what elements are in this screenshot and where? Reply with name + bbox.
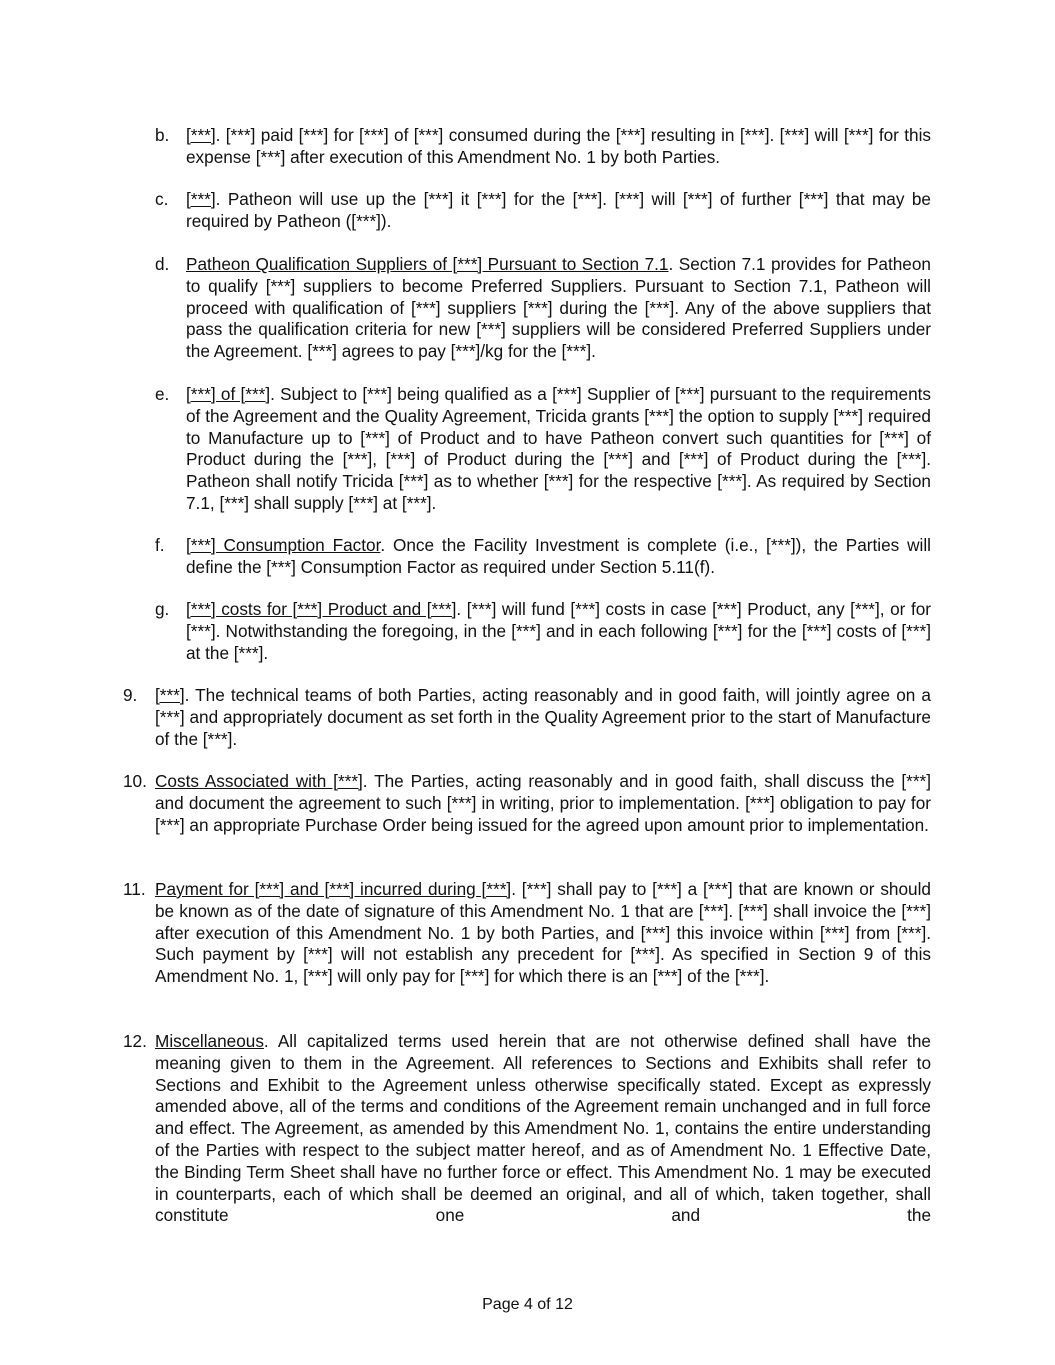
item-marker: 10. [123, 771, 147, 791]
item-marker: c. [155, 189, 169, 209]
item-heading: [***] of [***] [186, 384, 271, 404]
item-heading: [***] Consumption Factor [186, 535, 381, 555]
list-item [186, 254, 931, 363]
item-body: . The technical teams of both Parties, acting reasonably and in good faith, will jointly agree on a [***] and appropriately document as set forth in the Quality Agreement prior to the start of Manufacture of the [***]. [155, 685, 931, 749]
item-marker: 12. [123, 1031, 147, 1051]
list-item [155, 879, 931, 988]
item-heading: [***] [186, 125, 216, 145]
item-body: . [***] paid [***] for [***] of [***] consumed during the [***] resulting in [***]. [***] will [***] for this expense [***] after execution of this Amendment No. 1 by both Parties. [186, 125, 931, 167]
item-body: . Once the Facility Investment is complete (i.e., [***]), the Parties will define the [***] Consumption Factor as required under Section 5.11(f). [186, 535, 931, 577]
item-heading: Payment for [***] and [***] incurred during [***] [155, 879, 512, 899]
item-heading: [***] [186, 189, 216, 209]
item-body: . All capitalized terms used herein that are not otherwise defined shall have the meaning given to them in the Agreement. All references to Sections and Exhibits shall refer to Sections and Exhibit to the Agreement unless otherwise specifically stated. Except as expressly amended above, all of the terms and conditions of the Agreement remain unchanged and in full force and effect. The Agreement, as amended by this Amendment No. 1, contains the entire understanding of the Parties with respect to the subject matter hereof, and as of Amendment No. 1 Effective Date, the Binding Term Sheet shall have no further force or effect. This Amendment No. 1 may be executed in counterparts, each of which shall be deemed an original, and all of which, taken together, shall constitute one and the [155, 1031, 931, 1226]
list-item [186, 599, 931, 664]
list-item [186, 535, 931, 579]
item-marker: e. [155, 384, 170, 404]
item-marker: 11. [123, 879, 146, 899]
item-body: . Patheon will use up the [***] it [***] for the [***]. [***] will [***] of further [***] that may be required by Patheon ([***]). [186, 189, 931, 231]
list-item [155, 685, 931, 750]
list-item [155, 1031, 931, 1227]
item-body: . The Parties, acting reasonably and in good faith, shall discuss the [***] and document the agreement to such [***] in writing, prior to implementation. [***] obligation to pay for [***] an appropriate Purchase Order being issued for the agreed upon amount prior to implementation. [155, 771, 931, 835]
item-body: . [***] will fund [***] costs in case [***] Product, any [***], or for [***]. Notwithstanding the foregoing, in the [***] and in each following [***] for the [***] costs of [***] at the [***]. [186, 599, 931, 663]
item-heading: [***] costs for [***] Product and [***] [186, 599, 457, 619]
item-body: . [***] shall pay to [***] a [***] that are known or should be known as of the date of signature of this Amendment No. 1 that are [***]. [***] shall invoice the [***] after execution of this Amendment No. 1 by both Parties, and [***] this invoice within [***] from [***]. Such payment by [***] will not establish any precedent for [***]. As specified in Section 9 of this Amendment No. 1, [***] will only pay for [***] for which there is an [***] of the [***]. [155, 879, 931, 987]
item-body: . Section 7.1 provides for Patheon to qualify [***] suppliers to become Preferred Suppliers. Pursuant to Section 7.1, Patheon will proceed with qualification of [***] suppliers [***] during the [***]. Any of the above suppliers that pass the qualification criteria for new [***] suppliers will be considered Preferred Suppliers under the Agreement. [***] agrees to pay [***]/kg for the [***]. [186, 254, 931, 362]
item-marker: 9. [123, 685, 138, 705]
item-heading: [***] [155, 685, 185, 705]
item-heading: Costs Associated with [***] [155, 771, 363, 791]
item-marker: g. [155, 599, 170, 619]
list-item [186, 384, 931, 515]
item-heading: Patheon Qualification Suppliers of [***] Pursuant to Section 7.1 [186, 254, 669, 274]
item-heading: Miscellaneous [155, 1031, 264, 1051]
page-number: Page 4 of 12 [482, 1296, 573, 1313]
item-marker: d. [155, 254, 170, 274]
list-item [155, 771, 931, 836]
item-marker: f. [155, 535, 165, 555]
item-body: . Subject to [***] being qualified as a [***] Supplier of [***] pursuant to the requirements of the Agreement and the Quality Agreement, Tricida grants [***] the option to supply [***] required to Manufacture up to [***] of Product and to have Patheon convert such quantities for [***] of Product during the [***], [***] of Product during the [***] and [***] of Product during the [***]. Patheon shall notify Tricida [***] as to whether [***] for the respective [***]. As required by Section 7.1, [***] shall supply [***] at [***]. [186, 384, 931, 513]
item-marker: b. [155, 125, 170, 145]
list-item [186, 125, 931, 169]
list-item [186, 189, 931, 233]
